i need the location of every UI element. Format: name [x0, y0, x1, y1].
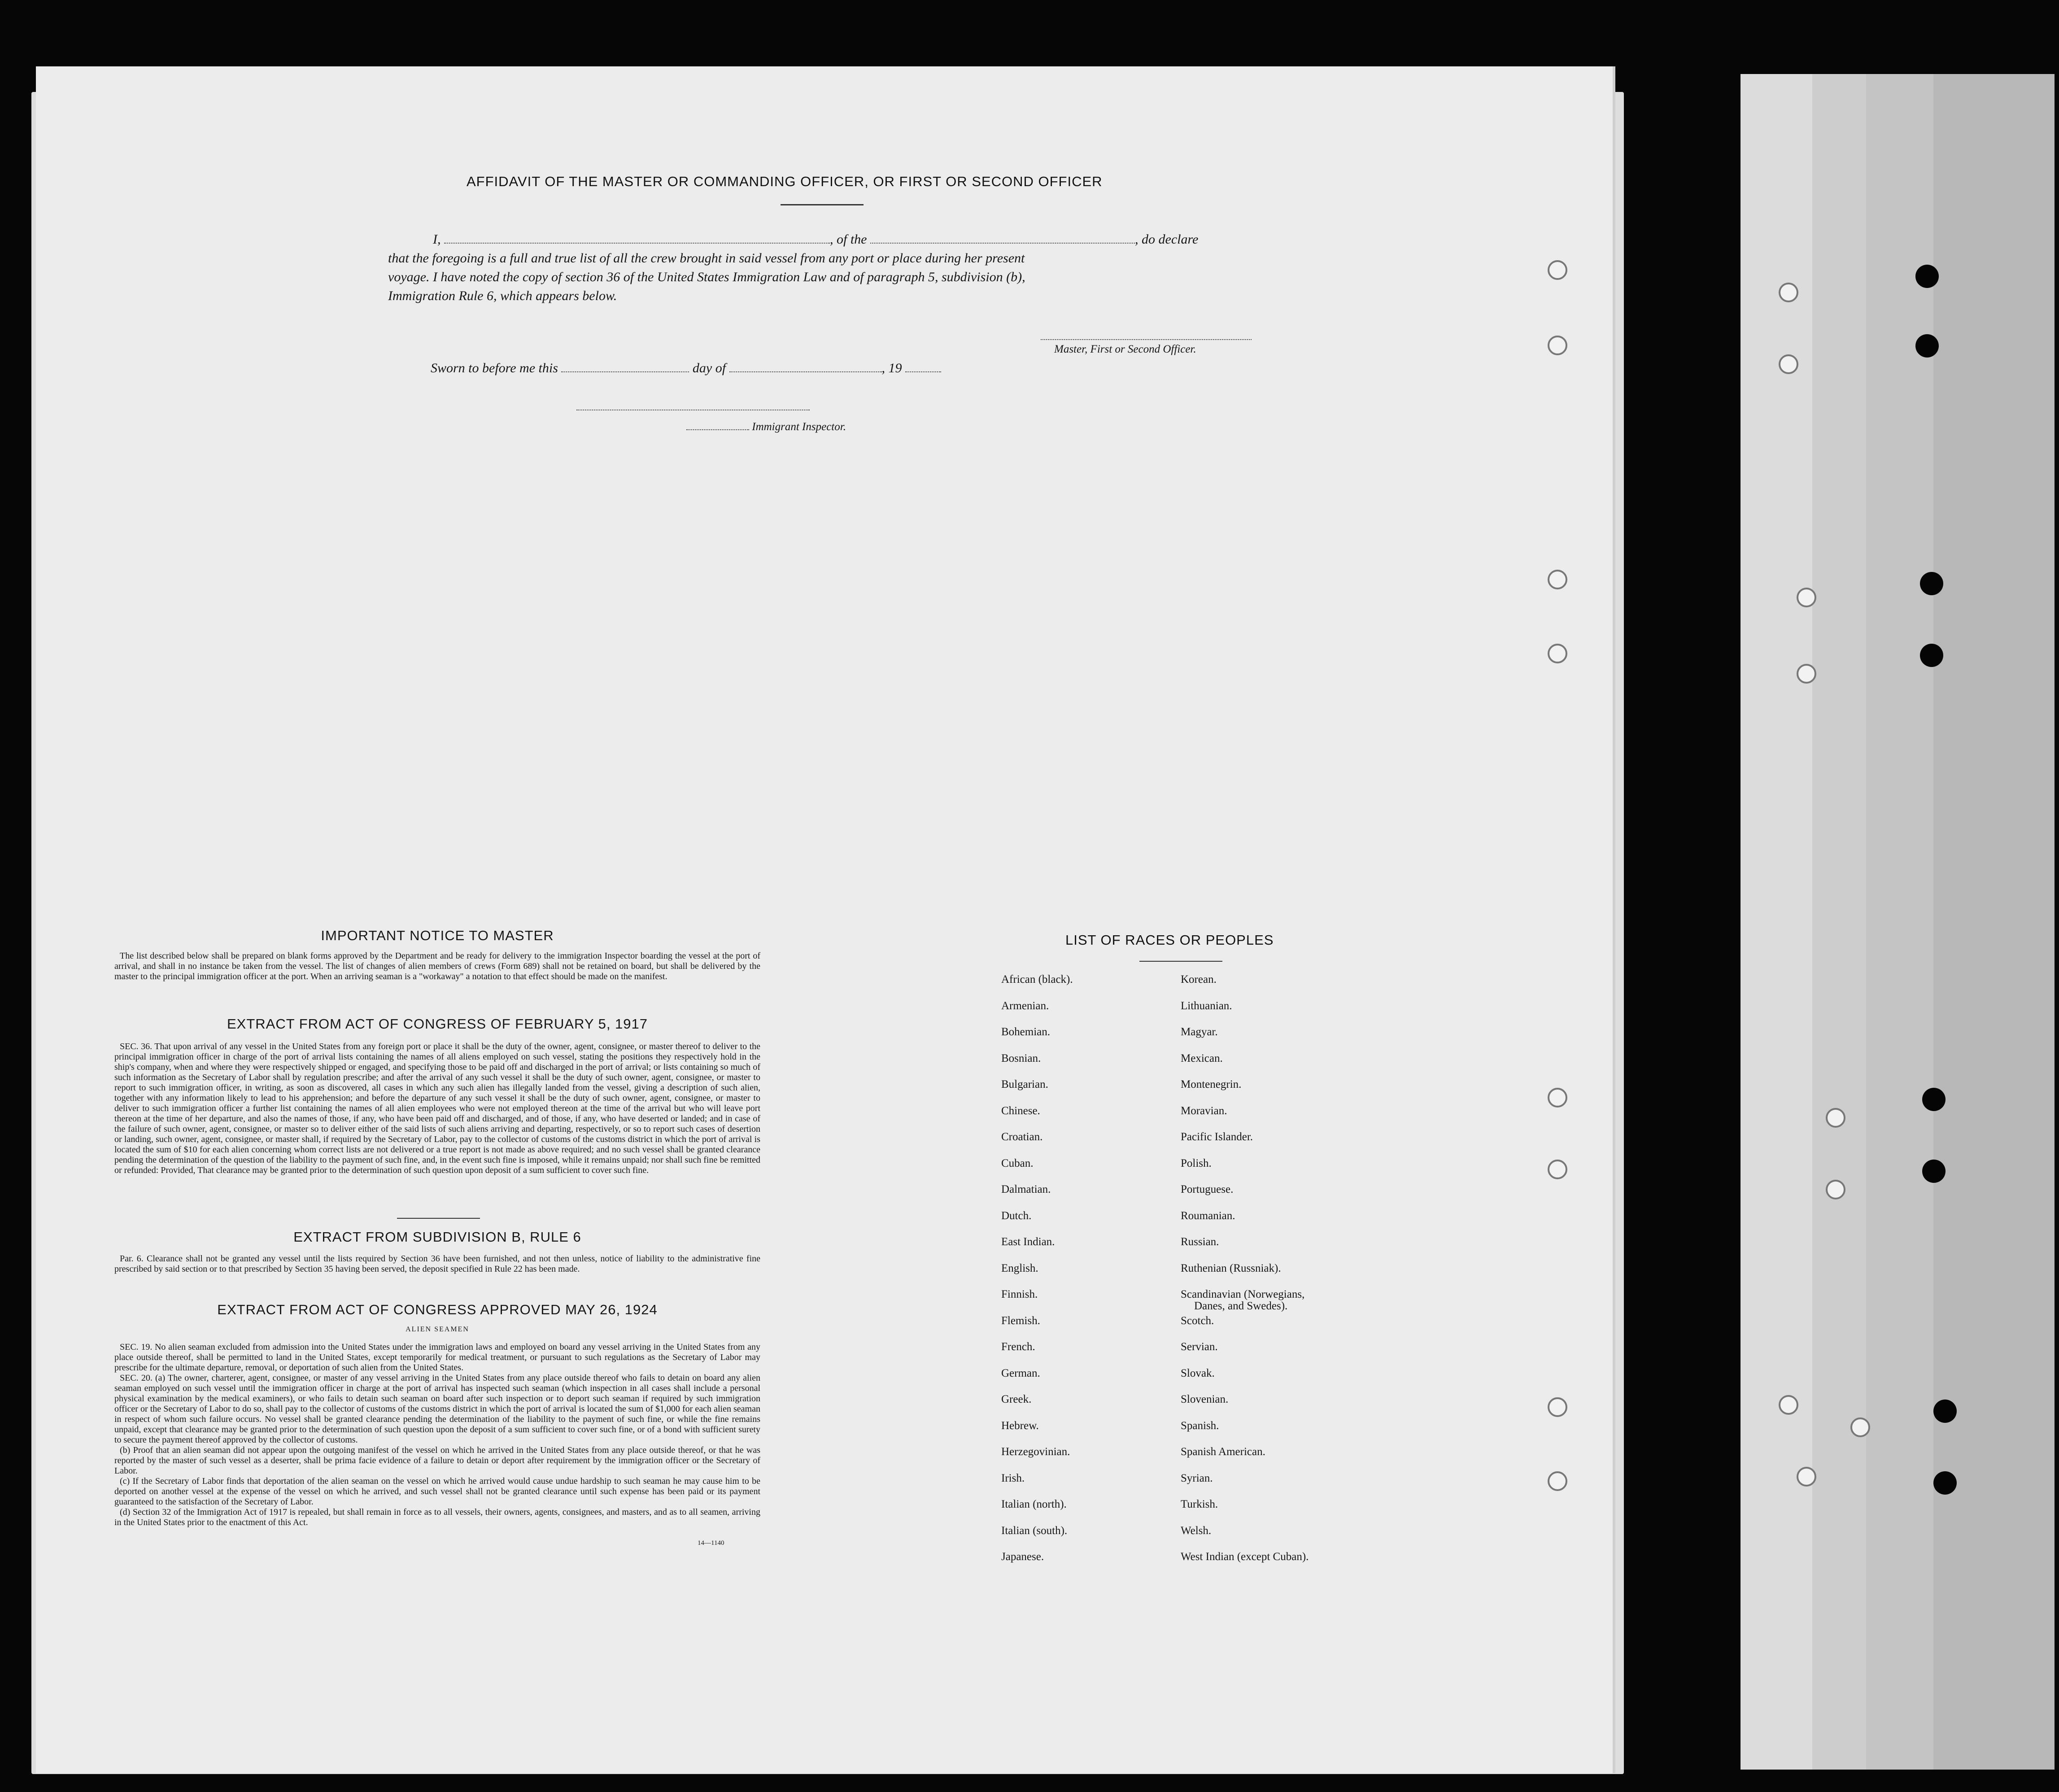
race-item: West Indian (except Cuban). — [1181, 1551, 1309, 1563]
race-item: East Indian. — [1001, 1236, 1055, 1248]
form-number: 14—1140 — [698, 1539, 724, 1547]
race-item: Danes, and Swedes). — [1194, 1300, 1288, 1312]
race-item: Welsh. — [1181, 1524, 1212, 1537]
race-item: Armenian. — [1001, 999, 1049, 1012]
affidavit-line-2: that the foregoing is a full and true list of all the crew brought in said vessel from any port or place during her present — [388, 251, 1025, 266]
sec-20d-paragraph: (d) Section 32 of the Immigration Act of 1917 is repealed, but shall remain in force as to all vessels, their owners, agents, consignees, and masters, and as to all seamen, arriving in the United States prior to the enactment of this Act. — [114, 1507, 760, 1527]
punch-hole — [1915, 334, 1939, 358]
race-item: Spanish American. — [1181, 1446, 1265, 1458]
punch-hole — [1779, 283, 1798, 302]
affidavit-body — [388, 230, 1256, 305]
race-item: Servian. — [1181, 1341, 1218, 1353]
affidavit-line-1 — [388, 230, 1256, 249]
name-blank[interactable] — [444, 242, 830, 244]
punch-hole — [1922, 1088, 1946, 1111]
sec-20b-paragraph: (b) Proof that an alien seaman did not appear upon the outgoing manifest of the vessel on which he arrived in the United States from any place outside thereof, or that he was reported by the master of such vessel as a deserter, shall be prima facie evidence of a failure to detain or deport after requirement by the immigration officer or the Secretary of Labor. — [114, 1445, 760, 1476]
race-item: Scotch. — [1181, 1314, 1214, 1327]
sec-19-paragraph: SEC. 19. No alien seaman excluded from admission into the United States under the immigration laws and employed on board any vessel arriving in the United States from any place outside thereof, shall be permitted to land in the United States, except temporarily for medical treatment, or pursuant to such regulations as the Secretary of Labor may prescribe for the ultimate departure, removal, or deportation of such alien from the United States. — [114, 1342, 760, 1373]
race-item: Slovak. — [1181, 1367, 1215, 1379]
race-item: Syrian. — [1181, 1472, 1213, 1484]
punch-hole — [1548, 1397, 1567, 1417]
sec-20c-paragraph: (c) If the Secretary of Labor finds that deportation of the alien seaman on the vessel on which he arrived would cause undue hardship to such seaman he may cause him to be deported on another vessel at the expense of the vessel on which he arrived, and such vessel shall not be granted clearance until such expense has been paid or its payment guaranteed to the satisfaction of the Secretary of Labor. — [114, 1476, 760, 1507]
sworn-day-blank[interactable] — [561, 371, 689, 372]
alien-seamen-subtitle: ALIEN SEAMEN — [406, 1325, 469, 1333]
race-item: Mexican. — [1181, 1052, 1223, 1064]
race-item: Hebrew. — [1001, 1419, 1039, 1432]
do-declare-label: , do declare — [1135, 232, 1199, 247]
master-signature-label: Master, First or Second Officer. — [1054, 343, 1196, 355]
race-item: Finnish. — [1001, 1288, 1038, 1300]
race-item: Pacific Islander. — [1181, 1131, 1253, 1143]
race-item: Bohemian. — [1001, 1026, 1051, 1038]
inspector-blank[interactable] — [686, 429, 749, 430]
race-item: Bosnian. — [1001, 1052, 1041, 1064]
punch-hole — [1548, 336, 1567, 355]
punch-hole — [1779, 354, 1798, 374]
race-item: Spanish. — [1181, 1419, 1219, 1432]
race-item: Korean. — [1181, 973, 1217, 985]
race-item: Flemish. — [1001, 1314, 1040, 1327]
punch-hole — [1922, 1160, 1946, 1183]
race-item: Roumanian. — [1181, 1209, 1235, 1222]
sec-20a-paragraph: SEC. 20. (a) The owner, charterer, agent, consignee, or master of any vessel arriving in the United States from any place outside thereof who fails to detain on board any alien seaman employed on such vessel until the immigration officer in charge at the port of arrival has inspected such seaman (which inspection in all cases shall include a personal physical examination by the medical examiners), or who fails to detain such seaman on board after such inspection or to deport such seaman if required by such immigration officer or the Secretary of Labor to do so, shall pay to the collector of customs of the customs district in which the port of arrival is located the sum of $1,000 for each alien seaman in respect of whom such failure occurs. No vessel shall be granted clearance pending the determination of the liability to the payment of such fine, or while the fine remains unpaid, except that clearance may be granted prior to the determination of such question upon the deposit of a sum sufficient to cover such fine, or of a bond with sufficient surety to secure the payment thereof approved by the collector of customs. — [114, 1373, 760, 1445]
race-item: German. — [1001, 1367, 1040, 1379]
notice-paragraph: The list described below shall be prepared on blank forms approved by the Department and be ready for delivery to the immigration Inspector boarding the vessel at the port of arrival, and shall in no instance be taken from the vessel. The list of changes of alien members of crews (Form 689) shall not be retained on board, but shall be delivered by the master to the principal immigration officer at the port. When an arriving seaman is a "workaway" a notation to that effect should be made on the manifest. — [114, 951, 760, 981]
year-label: , 19 — [881, 361, 902, 375]
race-item: Dalmatian. — [1001, 1183, 1051, 1195]
race-item: Polish. — [1181, 1157, 1212, 1169]
punch-hole — [1797, 1467, 1816, 1487]
affidavit-line-4: Immigration Rule 6, which appears below. — [388, 288, 617, 303]
punch-hole — [1933, 1400, 1957, 1423]
affidavit-title: AFFIDAVIT OF THE MASTER OR COMMANDING OFFICER, OR FIRST OR SECOND OFFICER — [467, 174, 1103, 189]
sworn-line — [388, 359, 1256, 378]
side-page-strip — [1933, 74, 2055, 1770]
section-rule — [397, 1218, 480, 1219]
punch-hole — [1548, 644, 1567, 663]
punch-hole — [1548, 1471, 1567, 1491]
side-page-strip — [1812, 74, 1866, 1770]
extract-rule6-title: EXTRACT FROM SUBDIVISION B, RULE 6 — [293, 1229, 581, 1245]
race-item: Slovenian. — [1181, 1393, 1229, 1405]
race-item: Herzegovinian. — [1001, 1446, 1070, 1458]
race-item: Italian (north). — [1001, 1498, 1067, 1510]
punch-hole — [1920, 644, 1943, 667]
race-item: Montenegrin. — [1181, 1078, 1242, 1090]
race-item: African (black). — [1001, 973, 1073, 985]
sworn-month-blank[interactable] — [729, 371, 882, 372]
race-item: Moravian. — [1181, 1104, 1227, 1117]
affidavit-line-3: voyage. I have noted the copy of section 36 of the United States Immigration Law and of paragraph 5, subdivision (b), — [388, 270, 1025, 284]
races-rule — [1139, 961, 1222, 962]
punch-hole — [1548, 1088, 1567, 1107]
punch-hole — [1915, 265, 1939, 288]
notice-text — [114, 951, 760, 982]
punch-hole — [1548, 1160, 1567, 1179]
punch-hole — [1826, 1180, 1845, 1199]
race-item: Scandinavian (Norwegians, — [1181, 1288, 1305, 1300]
race-item: Greek. — [1001, 1393, 1032, 1405]
rule6-paragraph: Par. 6. Clearance shall not be granted any vessel until the lists required by Section 36 have been furnished, and not then unless, notice of liability to the administrative fine prescribed by said section or to that prescribed by Section 35 having been served, the deposit specified in Rule 22 has been made. — [114, 1254, 760, 1274]
punch-hole — [1850, 1417, 1870, 1437]
title-rule — [781, 204, 864, 205]
race-item: Russian. — [1181, 1236, 1219, 1248]
race-item: Japanese. — [1001, 1551, 1044, 1563]
extract-1917-title: EXTRACT FROM ACT OF CONGRESS OF FEBRUARY 5, 1917 — [227, 1016, 648, 1032]
punch-hole — [1920, 572, 1943, 595]
extract-1917-text — [114, 1042, 760, 1176]
extract-1924-title: EXTRACT FROM ACT OF CONGRESS APPROVED MAY 26, 1924 — [217, 1302, 658, 1317]
extract-1924-text — [114, 1342, 760, 1528]
punch-hole — [1826, 1108, 1845, 1128]
sworn-label: Sworn to before me this — [431, 361, 558, 375]
race-item: Ruthenian (Russniak). — [1181, 1262, 1281, 1274]
punch-hole — [1797, 588, 1816, 607]
punch-hole — [1548, 570, 1567, 589]
sworn-year-blank[interactable] — [905, 371, 941, 372]
extract-rule6-text — [114, 1254, 760, 1274]
race-item: Magyar. — [1181, 1026, 1218, 1038]
side-page-strip — [1741, 74, 1812, 1770]
i-label: I, — [433, 232, 441, 247]
race-item: Lithuanian. — [1181, 999, 1232, 1012]
inspector-label — [686, 421, 846, 433]
notice-title: IMPORTANT NOTICE TO MASTER — [321, 928, 554, 943]
race-item: Cuban. — [1001, 1157, 1034, 1169]
race-item: Chinese. — [1001, 1104, 1040, 1117]
of-the-label: , of the — [830, 232, 867, 247]
race-item: Portuguese. — [1181, 1183, 1234, 1195]
race-item: Italian (south). — [1001, 1524, 1068, 1537]
race-item: Turkish. — [1181, 1498, 1218, 1510]
vessel-blank[interactable] — [870, 242, 1135, 244]
race-item: Croatian. — [1001, 1131, 1043, 1143]
punch-hole — [1797, 664, 1816, 684]
race-item: Bulgarian. — [1001, 1078, 1048, 1090]
races-title: LIST OF RACES OR PEOPLES — [1065, 932, 1274, 948]
day-of-label: day of — [692, 361, 726, 375]
punch-hole — [1933, 1471, 1957, 1495]
punch-hole — [1779, 1395, 1798, 1415]
punch-hole — [1548, 260, 1567, 280]
immigrant-inspector-label: Immigrant Inspector. — [752, 421, 846, 433]
race-item: French. — [1001, 1341, 1035, 1353]
race-item: English. — [1001, 1262, 1038, 1274]
race-item: Dutch. — [1001, 1209, 1032, 1222]
master-signature-line[interactable] — [1041, 339, 1252, 340]
inspector-signature-line[interactable] — [576, 409, 810, 410]
race-item: Irish. — [1001, 1472, 1025, 1484]
section-36-paragraph: SEC. 36. That upon arrival of any vessel in the United States from any foreign port or place it shall be the duty of the owner, agent, consignee, or master thereof to deliver to the principal immigration officer in charge of the port of arrival lists containing the names of all aliens employed on such vessel, stating the positions they respectively hold in the ship's company, when and where they were respectively shipped or engaged, and specifying those to be paid off and discharged in the port of arrival; or lists containing so much of such information as the Secretary of Labor shall by regulation prescribe; and after the arrival of any such vessel it shall be the duty of such owner, agent, consignee, or master to report to such immigration officer, in writing, as soon as discovered, all cases in which any such alien has illegally landed from the vessel, giving a description of such alien, together with any information likely to lead to his apprehension; and before the departure of any such vessel it shall be the duty of such owner, agent, consignee, or master to deliver to such immigration officer a further list containing the names of all alien employees who were not employed thereon at the time of the arrival but who will leave port thereon at the time of her departure, and also the names of those, if any, who have been paid off and discharged, and of those, if any, who have deserted or landed; and in case of the failure of such owner, agent, consignee, or master so to deliver either of the said lists of such aliens arriving and departing, respectively, or so to report such cases of desertion or landing, such owner, agent, consignee, or master shall, if required by the Secretary of Labor, pay to the collector of customs of the customs district in which the port of arrival is located the sum of $10 for each alien concerning whom correct lists are not delivered or a true report is not made as above required; and no such vessel shall be granted clearance pending the determination of the question of the liability to the payment of such fine, and, in the event such fine is imposed, while it remains unpaid; nor shall such fine be remitted or refunded: Provided, That clearance may be granted prior to the determination of such question upon deposit of a sum sufficient to cover such fine. — [114, 1042, 760, 1175]
side-page-strip — [1866, 74, 1933, 1770]
